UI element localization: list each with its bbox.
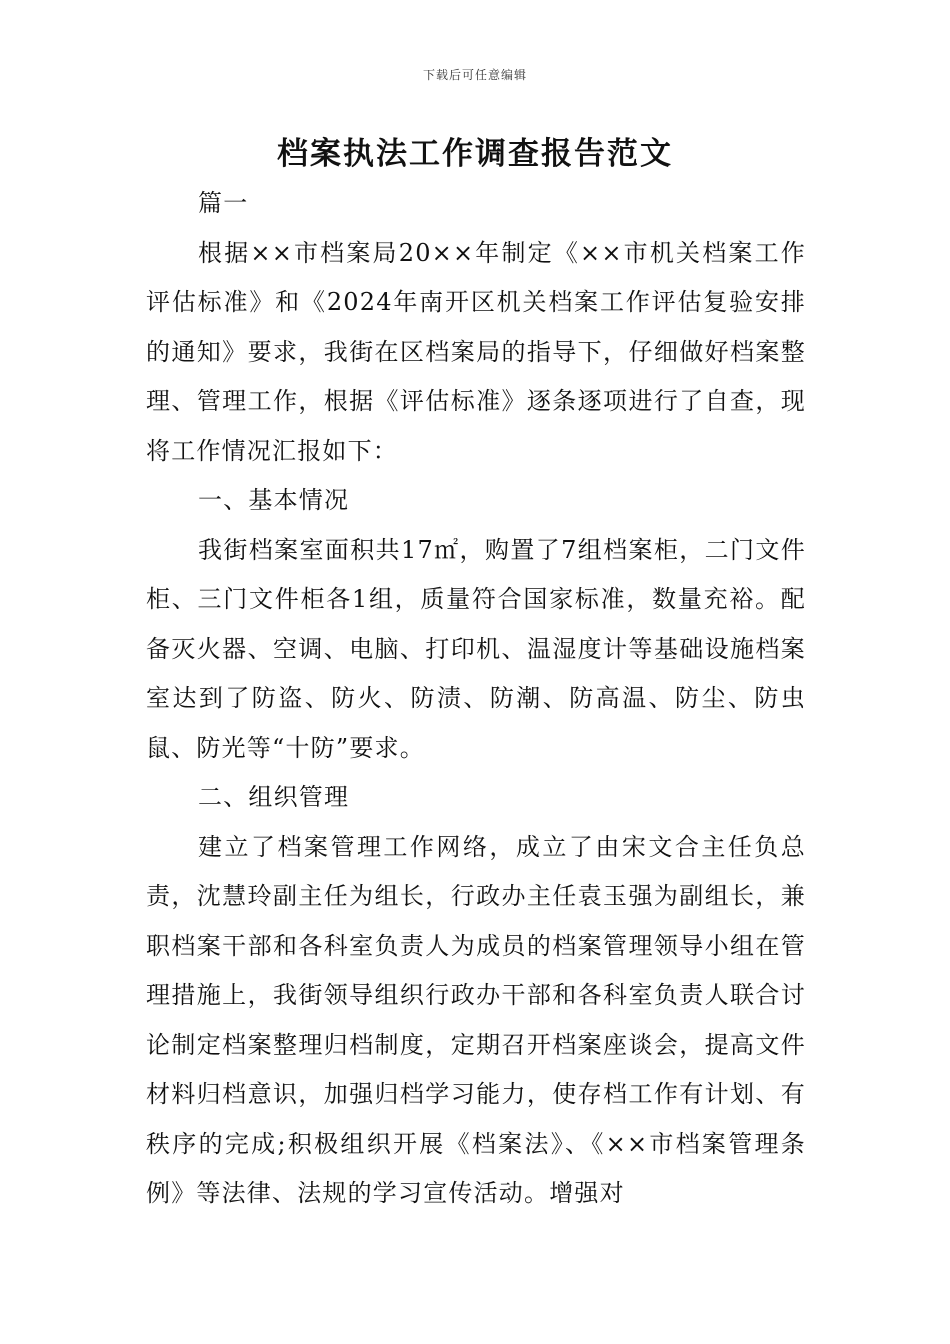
- heading-organization: 二、组织管理: [198, 783, 350, 811]
- header-note: 下载后可任意编辑: [422, 68, 527, 82]
- section-label: 篇一: [198, 189, 249, 217]
- paragraph-organization: 建立了档案管理工作网络，成立了由宋文合主任负总责，沈慧玲副主任为组长，行政办主任袁玉强为副组长，兼职档案干部和各科室负责人为成员的档案管理领导小组在管理措施上，我街领导组织行政办干部和各科室负责人联合讨论制定档案整理归档制度，定期召开档案座谈会，提高文件材料归档意识，加强归档学习能力，使存档工作有计划、有秩序的完成;积极组织开展《档案法》、《××市档案管理条例》等法律、法规的学习宣传活动。增强对: [146, 832, 806, 1207]
- paragraph-intro: 根据××市档案局20××年制定《××市机关档案工作评估标准》和《2024年南开区机关档案工作评估复验安排的通知》要求，我街在区档案局的指导下，仔细做好档案整理、管理工作，根据《评估标准》逐条逐项进行了自查，现将工作情况汇报如下：: [146, 238, 806, 465]
- heading-basic-situation: 一、基本情况: [198, 486, 350, 514]
- document-body: [146, 179, 806, 1219]
- paragraph-basic-situation: 我街档案室面积共17㎡，购置了7组档案柜，二门文件柜、三门文件柜各1组，质量符合国家标准，数量充裕。配备灭火器、空调、电脑、打印机、温湿度计等基础设施档案室达到了防盗、防火、防渍、防潮、防高温、防尘、防虫鼠、防光等“十防”要求。: [146, 535, 806, 762]
- document-title: 档案执法工作调查报告范文: [277, 136, 673, 172]
